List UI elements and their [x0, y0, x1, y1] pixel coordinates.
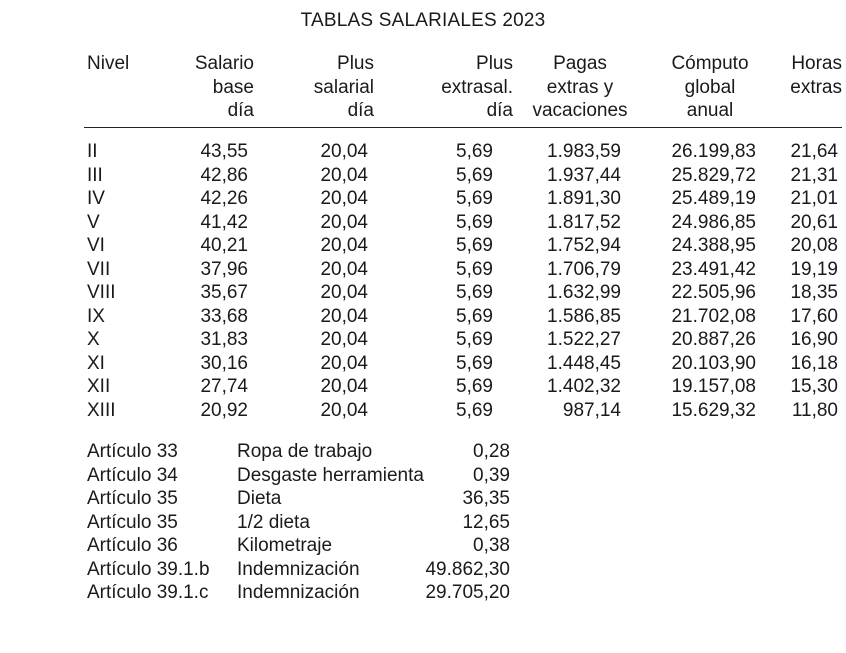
header-plus-extrasal-line: día: [486, 100, 513, 121]
cell-computo: 19.157,08: [671, 376, 756, 397]
header-plus-extrasal-line: Plus: [476, 53, 513, 74]
cell-horas: 21,01: [790, 188, 838, 209]
cell-nivel: XIII: [87, 399, 116, 421]
article-value: 0,39: [473, 464, 510, 486]
cell-pagas: 1.448,45: [547, 352, 621, 374]
article-description: Dieta: [237, 488, 282, 509]
cell-pagas: 1.586,85: [547, 305, 621, 327]
header-pagas: [520, 52, 640, 123]
cell-computo: 23.491,42: [671, 258, 756, 280]
header-plus-extrasal-line: extrasal.: [441, 76, 513, 98]
header-horas: [770, 52, 842, 99]
article-label: Artículo 33: [87, 441, 178, 462]
cell-computo: 24.986,85: [671, 211, 756, 233]
cell-computo: 25.829,72: [671, 164, 756, 186]
cell-pagas: 1.522,27: [547, 329, 621, 350]
cell-plus-extrasal: 5,69: [456, 164, 493, 186]
article-value: 36,35: [462, 488, 510, 509]
header-horas-line: Horas: [791, 53, 842, 74]
article-value: 12,65: [462, 511, 510, 533]
cell-pagas: 1.937,44: [547, 164, 621, 186]
header-computo: [650, 52, 770, 123]
cell-plus-salarial: 20,04: [320, 258, 368, 280]
header-pagas-line: extras y: [546, 76, 614, 98]
cell-plus-extrasal: 5,69: [456, 211, 493, 233]
cell-nivel: IX: [87, 305, 105, 327]
cell-computo: 25.489,19: [671, 188, 756, 209]
cell-nivel: X: [87, 329, 100, 350]
cell-nivel: XI: [87, 352, 105, 374]
cell-nivel: VIII: [87, 282, 116, 303]
header-salario-line: Salario: [194, 53, 254, 74]
cell-salario: 33,68: [200, 305, 248, 327]
article-description: Indemnización: [237, 582, 360, 603]
cell-salario: 20,92: [200, 399, 248, 421]
cell-plus-extrasal: 5,69: [456, 188, 493, 209]
cell-nivel: II: [87, 141, 98, 162]
cell-pagas: 1.752,94: [547, 235, 621, 256]
cell-pagas: 987,14: [562, 399, 621, 421]
cell-plus-salarial: 20,04: [320, 235, 368, 256]
cell-plus-extrasal: 5,69: [456, 141, 493, 162]
cell-computo: 26.199,83: [671, 141, 756, 162]
article-description: Kilometraje: [237, 535, 333, 556]
cell-plus-salarial: 20,04: [320, 376, 368, 397]
article-description: Indemnización: [237, 558, 360, 580]
cell-computo: 15.629,32: [671, 399, 756, 421]
cell-nivel: VII: [87, 258, 111, 280]
cell-nivel: IV: [87, 188, 105, 209]
header-plus-salarial-line: salarial: [313, 76, 374, 98]
cell-salario: 30,16: [200, 352, 248, 374]
article-description: Ropa de trabajo: [237, 441, 373, 462]
cell-plus-salarial: 20,04: [320, 141, 368, 162]
cell-salario: 43,55: [200, 141, 248, 162]
cell-pagas: 1.891,30: [547, 188, 621, 209]
cell-salario: 31,83: [200, 329, 248, 350]
article-description: Desgaste herramienta: [237, 464, 424, 486]
cell-nivel: III: [87, 164, 103, 186]
cell-pagas: 1.817,52: [547, 211, 621, 233]
cell-pagas: 1.706,79: [547, 258, 621, 280]
header-horas-line: extras: [790, 76, 842, 98]
cell-pagas: 1.402,32: [547, 376, 621, 397]
header-plus-salarial-line: Plus: [337, 53, 374, 74]
article-value: 0,38: [473, 535, 510, 556]
cell-plus-extrasal: 5,69: [456, 376, 493, 397]
header-pagas-line: Pagas: [553, 53, 607, 74]
cell-horas: 17,60: [790, 305, 838, 327]
cell-nivel: VI: [87, 235, 105, 256]
cell-plus-extrasal: 5,69: [456, 282, 493, 303]
cell-plus-extrasal: 5,69: [456, 399, 493, 421]
article-label: Artículo 35: [87, 511, 178, 533]
cell-horas: 21,64: [790, 141, 838, 162]
header-divider: [84, 127, 842, 128]
header-nivel: [87, 52, 129, 76]
cell-computo: 20.103,90: [671, 352, 756, 374]
cell-plus-salarial: 20,04: [320, 211, 368, 233]
cell-salario: 42,26: [200, 188, 248, 209]
cell-horas: 11,80: [791, 399, 838, 421]
article-label: Artículo 34: [87, 464, 178, 486]
article-label: Artículo 39.1.c: [87, 582, 209, 603]
cell-horas: 16,90: [790, 329, 838, 350]
header-plus-extrasal: [400, 52, 513, 123]
cell-horas: 15,30: [790, 376, 838, 397]
cell-plus-salarial: 20,04: [320, 164, 368, 186]
header-salario-line: base: [212, 76, 254, 98]
header-computo-line: global: [684, 76, 736, 98]
cell-horas: 16,18: [790, 352, 838, 374]
cell-salario: 37,96: [200, 258, 248, 280]
cell-pagas: 1.632,99: [547, 282, 621, 303]
cell-salario: 35,67: [200, 282, 248, 303]
article-label: Artículo 36: [87, 535, 178, 556]
article-label: Artículo 39.1.b: [87, 558, 210, 580]
article-value: 29.705,20: [425, 582, 510, 603]
cell-horas: 20,08: [790, 235, 838, 256]
article-value: 0,28: [473, 441, 510, 462]
cell-plus-salarial: 20,04: [320, 305, 368, 327]
header-nivel-line: Nivel: [87, 53, 130, 74]
header-plus-salarial-line: día: [347, 100, 374, 121]
cell-plus-extrasal: 5,69: [456, 235, 493, 256]
cell-plus-salarial: 20,04: [320, 282, 368, 303]
cell-plus-salarial: 20,04: [320, 399, 368, 421]
cell-plus-salarial: 20,04: [320, 352, 368, 374]
cell-computo: 24.388,95: [671, 235, 756, 256]
cell-salario: 27,74: [200, 376, 248, 397]
cell-computo: 20.887,26: [671, 329, 756, 350]
cell-plus-salarial: 20,04: [320, 329, 368, 350]
cell-horas: 18,35: [790, 282, 838, 303]
cell-nivel: XII: [87, 376, 111, 397]
cell-salario: 41,42: [200, 211, 248, 233]
cell-computo: 21.702,08: [671, 305, 756, 327]
header-pagas-line: vacaciones: [532, 100, 628, 121]
cell-plus-extrasal: 5,69: [456, 352, 493, 374]
cell-plus-extrasal: 5,69: [456, 329, 493, 350]
cell-horas: 20,61: [790, 211, 838, 233]
header-salario-line: día: [227, 100, 254, 121]
article-label: Artículo 35: [87, 488, 178, 509]
cell-plus-extrasal: 5,69: [456, 305, 493, 327]
article-description: 1/2 dieta: [237, 511, 310, 533]
cell-nivel: V: [87, 211, 100, 233]
header-salario: [150, 52, 254, 123]
header-plus-salarial: [270, 52, 374, 123]
article-value: 49.862,30: [425, 558, 510, 580]
cell-salario: 40,21: [200, 235, 248, 256]
cell-salario: 42,86: [200, 164, 248, 186]
cell-horas: 19,19: [790, 258, 838, 280]
header-computo-line: anual: [686, 100, 734, 121]
cell-horas: 21,31: [790, 164, 838, 186]
page-title: TABLAS SALARIALES 2023: [300, 10, 546, 31]
cell-plus-salarial: 20,04: [320, 188, 368, 209]
header-computo-line: Cómputo: [671, 53, 749, 74]
cell-pagas: 1.983,59: [547, 141, 621, 162]
cell-plus-extrasal: 5,69: [456, 258, 493, 280]
cell-computo: 22.505,96: [671, 282, 756, 303]
